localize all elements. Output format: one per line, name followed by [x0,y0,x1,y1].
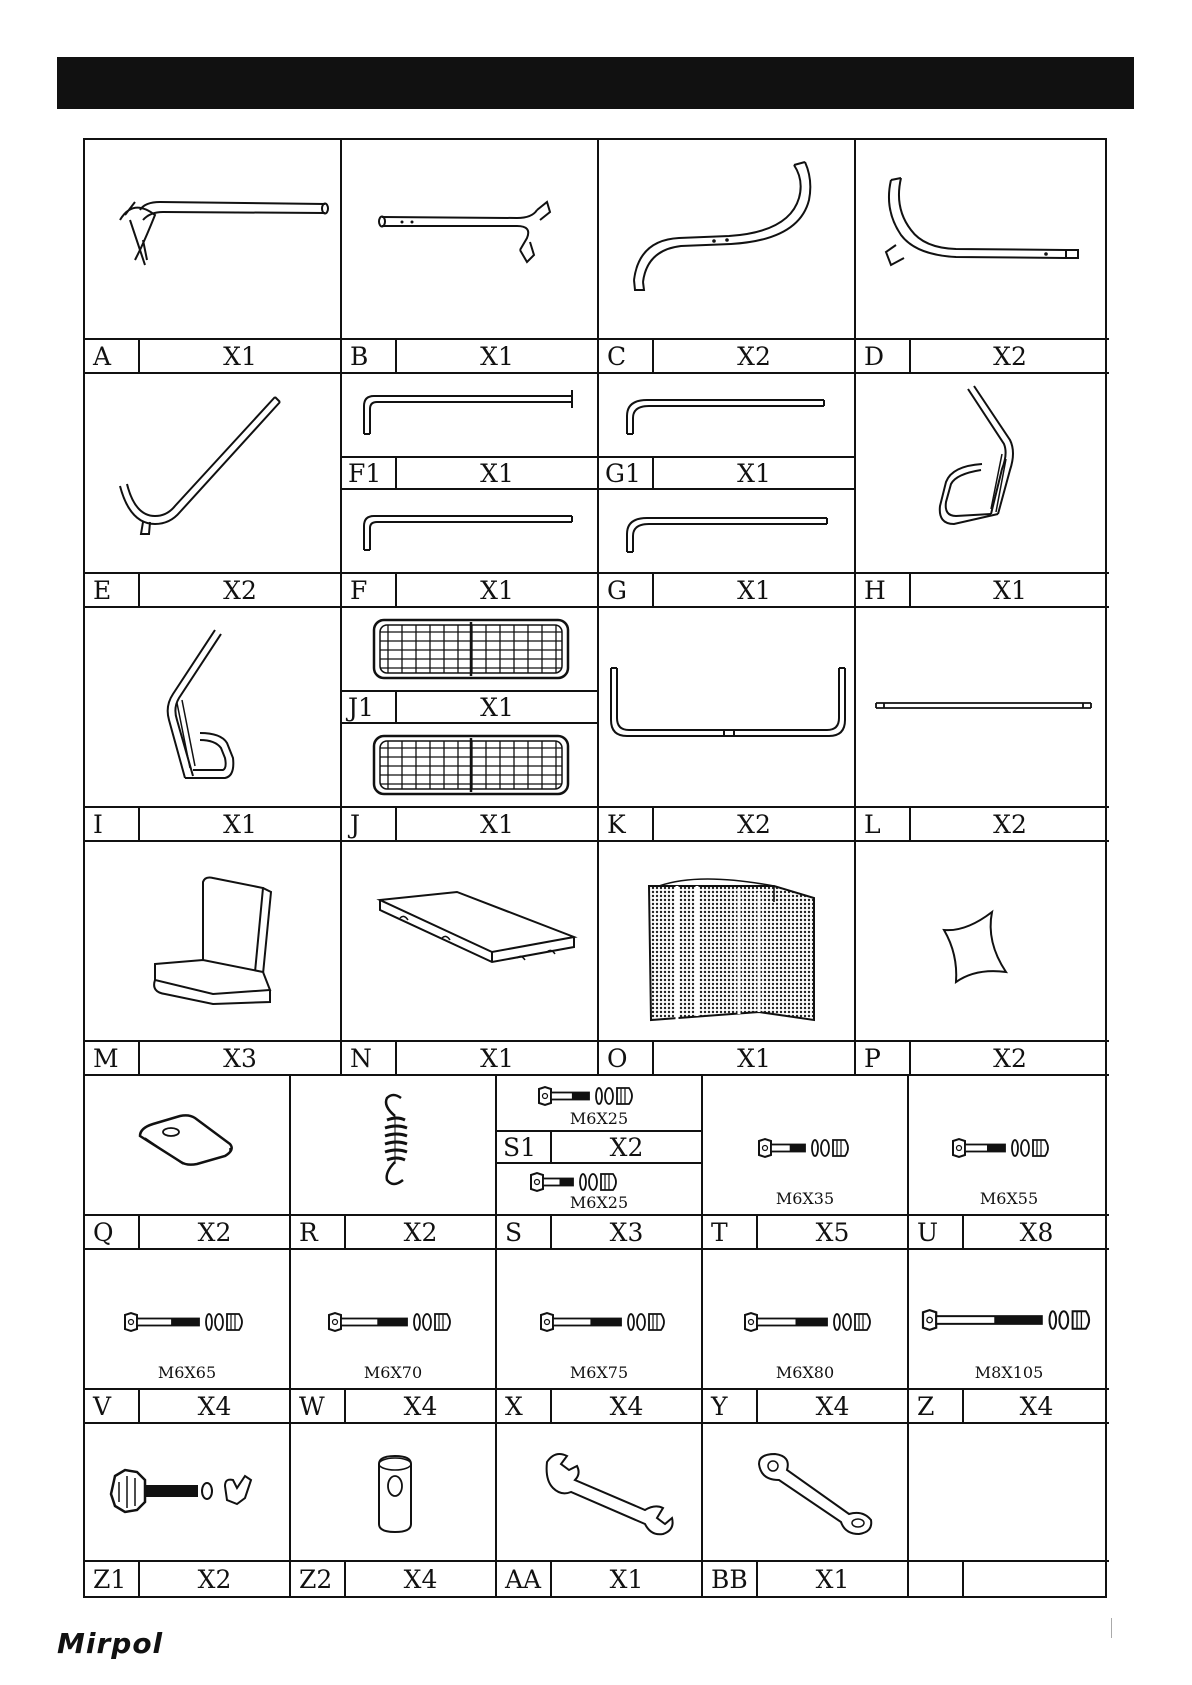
label-g1 [599,456,856,490]
qty-t: X5 [815,1217,850,1247]
code-k: K [599,808,654,840]
code-h: H [856,574,911,606]
tube-connector-z2-icon [291,1424,497,1562]
part-j1-illustration [342,608,599,690]
code-r: R [291,1216,346,1248]
part-c-illustration [599,140,856,340]
label-z2 [291,1562,497,1596]
label-j1 [342,690,599,724]
code-t: T [703,1216,758,1248]
part-f1-illustration [342,374,599,456]
size-x: M6X75 [569,1363,629,1382]
code-e: E [85,574,140,606]
code-z: Z [909,1390,964,1422]
mesh-panel-o-icon [599,842,856,1042]
label-c [599,340,856,374]
part-q-illustration [85,1076,291,1216]
qty-u: X8 [1019,1217,1054,1247]
qty-e: X2 [223,575,257,605]
qty-g: X1 [737,575,771,605]
part-g1-illustration [599,374,856,456]
part-m-illustration [85,842,342,1042]
label-u [909,1216,1109,1250]
qty-aa: X1 [609,1564,644,1594]
size-t: M6X35 [775,1189,835,1208]
code-empty [909,1562,964,1596]
qty-j1: X1 [480,692,514,722]
code-c: C [599,340,654,372]
part-bb-illustration [703,1424,909,1562]
part-z1-illustration [85,1424,291,1562]
code-a: A [85,340,140,372]
qty-j: X1 [480,809,514,839]
part-k-illustration [599,608,856,808]
part-l-illustration [856,608,1109,808]
size-s-top: M6X25 [569,1109,629,1128]
part-w-illustration [291,1250,497,1390]
label-w [291,1390,497,1424]
qty-z2: X4 [403,1564,438,1594]
part-i-illustration [85,608,342,808]
part-d-illustration [856,140,1109,340]
open-wrench-aa-icon [497,1424,703,1562]
tube-c-icon [599,140,856,340]
qty-z1: X2 [197,1564,232,1594]
code-b: B [342,340,397,372]
size-z: M8X105 [974,1363,1044,1382]
label-n [342,1042,599,1076]
plate-q-icon [85,1076,291,1216]
label-j [342,808,599,842]
qty-f: X1 [480,575,514,605]
brand-logo: Mirpol [57,1627,164,1660]
cushion-p-icon [856,842,1109,1042]
rod-f1-icon [342,374,599,456]
qty-x: X4 [609,1391,644,1421]
label-l [856,808,1109,842]
part-x-illustration [497,1250,703,1390]
size-w: M6X70 [363,1363,423,1382]
label-y [703,1390,909,1424]
tube-e-icon [85,374,342,574]
label-q [85,1216,291,1250]
part-o-illustration [599,842,856,1042]
part-z-illustration [909,1250,1109,1390]
code-m: M [85,1042,140,1074]
tube-d-icon [856,140,1109,340]
size-y: M6X80 [775,1363,835,1382]
size-s-bottom: M6X25 [569,1193,629,1212]
qty-s: X3 [609,1217,644,1247]
tube-b-icon [342,140,599,340]
label-e [85,574,342,608]
label-m [85,1042,342,1076]
knob-bolt-z1-icon [85,1424,291,1562]
header-banner [57,57,1134,109]
rod-f-icon [342,490,599,574]
part-f-illustration [342,490,599,574]
size-v: M6X65 [157,1363,217,1382]
qty-r: X2 [403,1217,438,1247]
code-bb: BB [703,1562,758,1596]
label-d [856,340,1109,374]
part-p-illustration [856,842,1109,1042]
part-y-illustration [703,1250,909,1390]
code-p: P [856,1042,911,1074]
part-r-illustration [291,1076,497,1216]
label-r [291,1216,497,1250]
qty-s1: X2 [609,1132,644,1162]
part-s-bottom-illustration [497,1164,703,1216]
label-v [85,1390,291,1424]
part-u-illustration [909,1076,1109,1216]
seat-grid-j-icon [342,724,599,808]
label-z1 [85,1562,291,1596]
qty-h: X1 [993,575,1027,605]
rod-l-icon [856,608,1109,808]
qty-w: X4 [403,1391,438,1421]
label-aa [497,1562,703,1596]
code-aa: AA [497,1562,552,1596]
qty-k: X2 [737,809,771,839]
code-l: L [856,808,911,840]
cushion-m-icon [85,842,342,1042]
qty-f1: X1 [480,458,514,488]
frame-h-icon [856,374,1109,574]
label-t [703,1216,909,1250]
part-h-illustration [856,374,1109,574]
part-j-illustration [342,724,599,808]
qty-y: X4 [815,1391,850,1421]
label-k [599,808,856,842]
label-x [497,1390,703,1424]
part-b-illustration [342,140,599,340]
code-j1: J1 [342,692,397,722]
rod-g-icon [599,490,856,574]
code-w: W [291,1390,346,1422]
qty-z: X4 [1019,1391,1054,1421]
qty-g1: X1 [737,458,771,488]
ring-wrench-bb-icon [703,1424,909,1562]
label-o [599,1042,856,1076]
qty-p: X2 [993,1043,1027,1073]
canopy-n-icon [342,842,599,1042]
code-s1: S1 [497,1132,552,1162]
qty-a: X1 [223,341,257,371]
page-divider [1111,1618,1112,1638]
part-a-illustration [85,140,342,340]
code-v: V [85,1390,140,1422]
spring-hook-r-icon [291,1076,497,1216]
code-g1: G1 [599,458,654,488]
frame-i-icon [85,608,342,808]
label-f [342,574,599,608]
qty-d: X2 [993,341,1027,371]
frame-k-icon [599,608,856,808]
qty-o: X1 [737,1043,771,1073]
part-n-illustration [342,842,599,1042]
qty-i: X1 [223,809,257,839]
label-p [856,1042,1109,1076]
qty-v: X4 [197,1391,232,1421]
code-n: N [342,1042,397,1074]
label-s [497,1216,703,1250]
label-h [856,574,1109,608]
tube-a-icon [85,140,342,340]
part-g-illustration [599,490,856,574]
code-x: X [497,1390,552,1422]
qty-q: X2 [197,1217,232,1247]
parts-table [83,138,1107,1598]
code-f1: F1 [342,458,397,488]
part-v-illustration [85,1250,291,1390]
seat-grid-j1-icon [342,608,599,690]
label-a [85,340,342,374]
code-i: I [85,808,140,840]
code-z2: Z2 [291,1562,346,1596]
label-i [85,808,342,842]
qty-l: X2 [993,809,1027,839]
part-t-illustration [703,1076,909,1216]
qty-b: X1 [480,341,514,371]
code-z1: Z1 [85,1562,140,1596]
size-u: M6X55 [979,1189,1039,1208]
code-d: D [856,340,911,372]
code-s: S [497,1216,552,1248]
code-y: Y [703,1390,758,1422]
part-aa-illustration [497,1424,703,1562]
part-e-illustration [85,374,342,574]
part-z2-illustration [291,1424,497,1562]
label-empty [909,1562,1109,1596]
qty-n: X1 [480,1043,514,1073]
code-u: U [909,1216,964,1248]
label-b [342,340,599,374]
code-q: Q [85,1216,140,1248]
label-g [599,574,856,608]
label-z [909,1390,1109,1424]
code-o: O [599,1042,654,1074]
qty-m: X3 [223,1043,257,1073]
rod-g1-icon [599,374,856,456]
label-bb [703,1562,909,1596]
code-j: J [342,808,397,840]
label-s1 [497,1130,703,1164]
empty-illustration [909,1424,1109,1562]
label-f1 [342,456,599,490]
code-f: F [342,574,397,606]
code-g: G [599,574,654,606]
qty-bb: X1 [815,1564,850,1594]
qty-c: X2 [737,341,771,371]
part-s-top-illustration [497,1076,703,1130]
